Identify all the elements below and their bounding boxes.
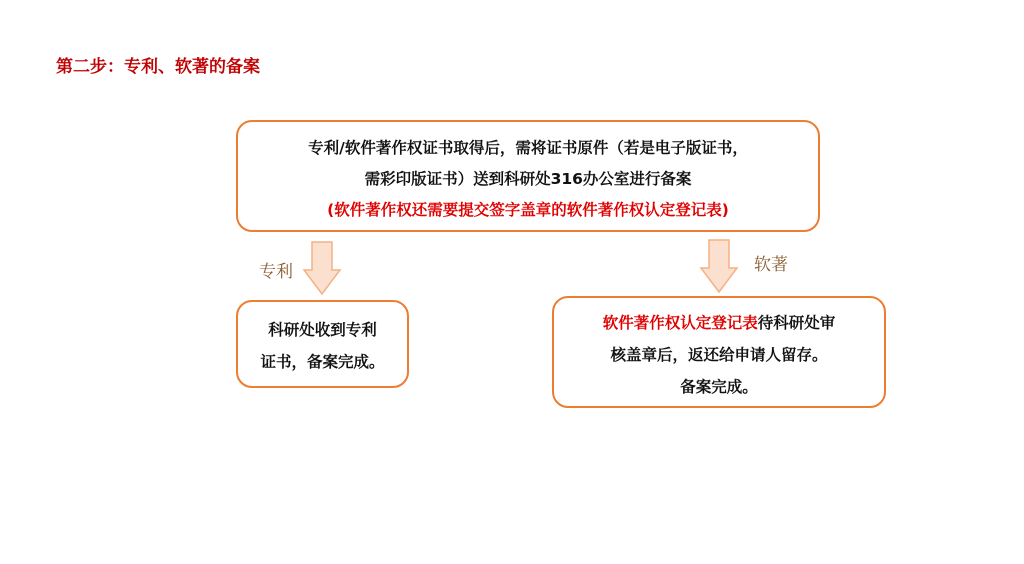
software-result-line-3: 备案完成。 — [680, 378, 758, 396]
patent-result-line-1: 科研处收到专利 — [268, 321, 377, 339]
software-result-line-1-rest: 待科研处审 — [757, 314, 836, 332]
submission-box — [236, 120, 820, 232]
software-result-box — [552, 296, 886, 408]
down-arrow-icon — [699, 238, 739, 294]
registration-form-name: 软件著作权认定登记表 — [602, 314, 758, 332]
patent-result-box — [236, 300, 409, 388]
software-branch-label: 软著 — [754, 255, 788, 275]
page-title: 第二步：专利、软著的备案 — [56, 57, 260, 77]
submission-note: (软件著作权还需要提交签字盖章的软件著作权认定登记表) — [327, 201, 729, 219]
software-result-line-1 — [554, 307, 884, 339]
submission-line-2: 需彩印版证书）送到科研处316办公室进行备案 — [364, 170, 692, 188]
down-arrow-icon — [302, 240, 342, 296]
software-result-line-2: 核盖章后，返还给申请人留存。 — [610, 346, 828, 364]
patent-result-line-2: 证书，备案完成。 — [260, 353, 385, 371]
submission-line-1: 专利/软件著作权证书取得后，需将证书原件（若是电子版证书， — [308, 139, 748, 157]
patent-branch-label: 专利 — [259, 262, 293, 282]
